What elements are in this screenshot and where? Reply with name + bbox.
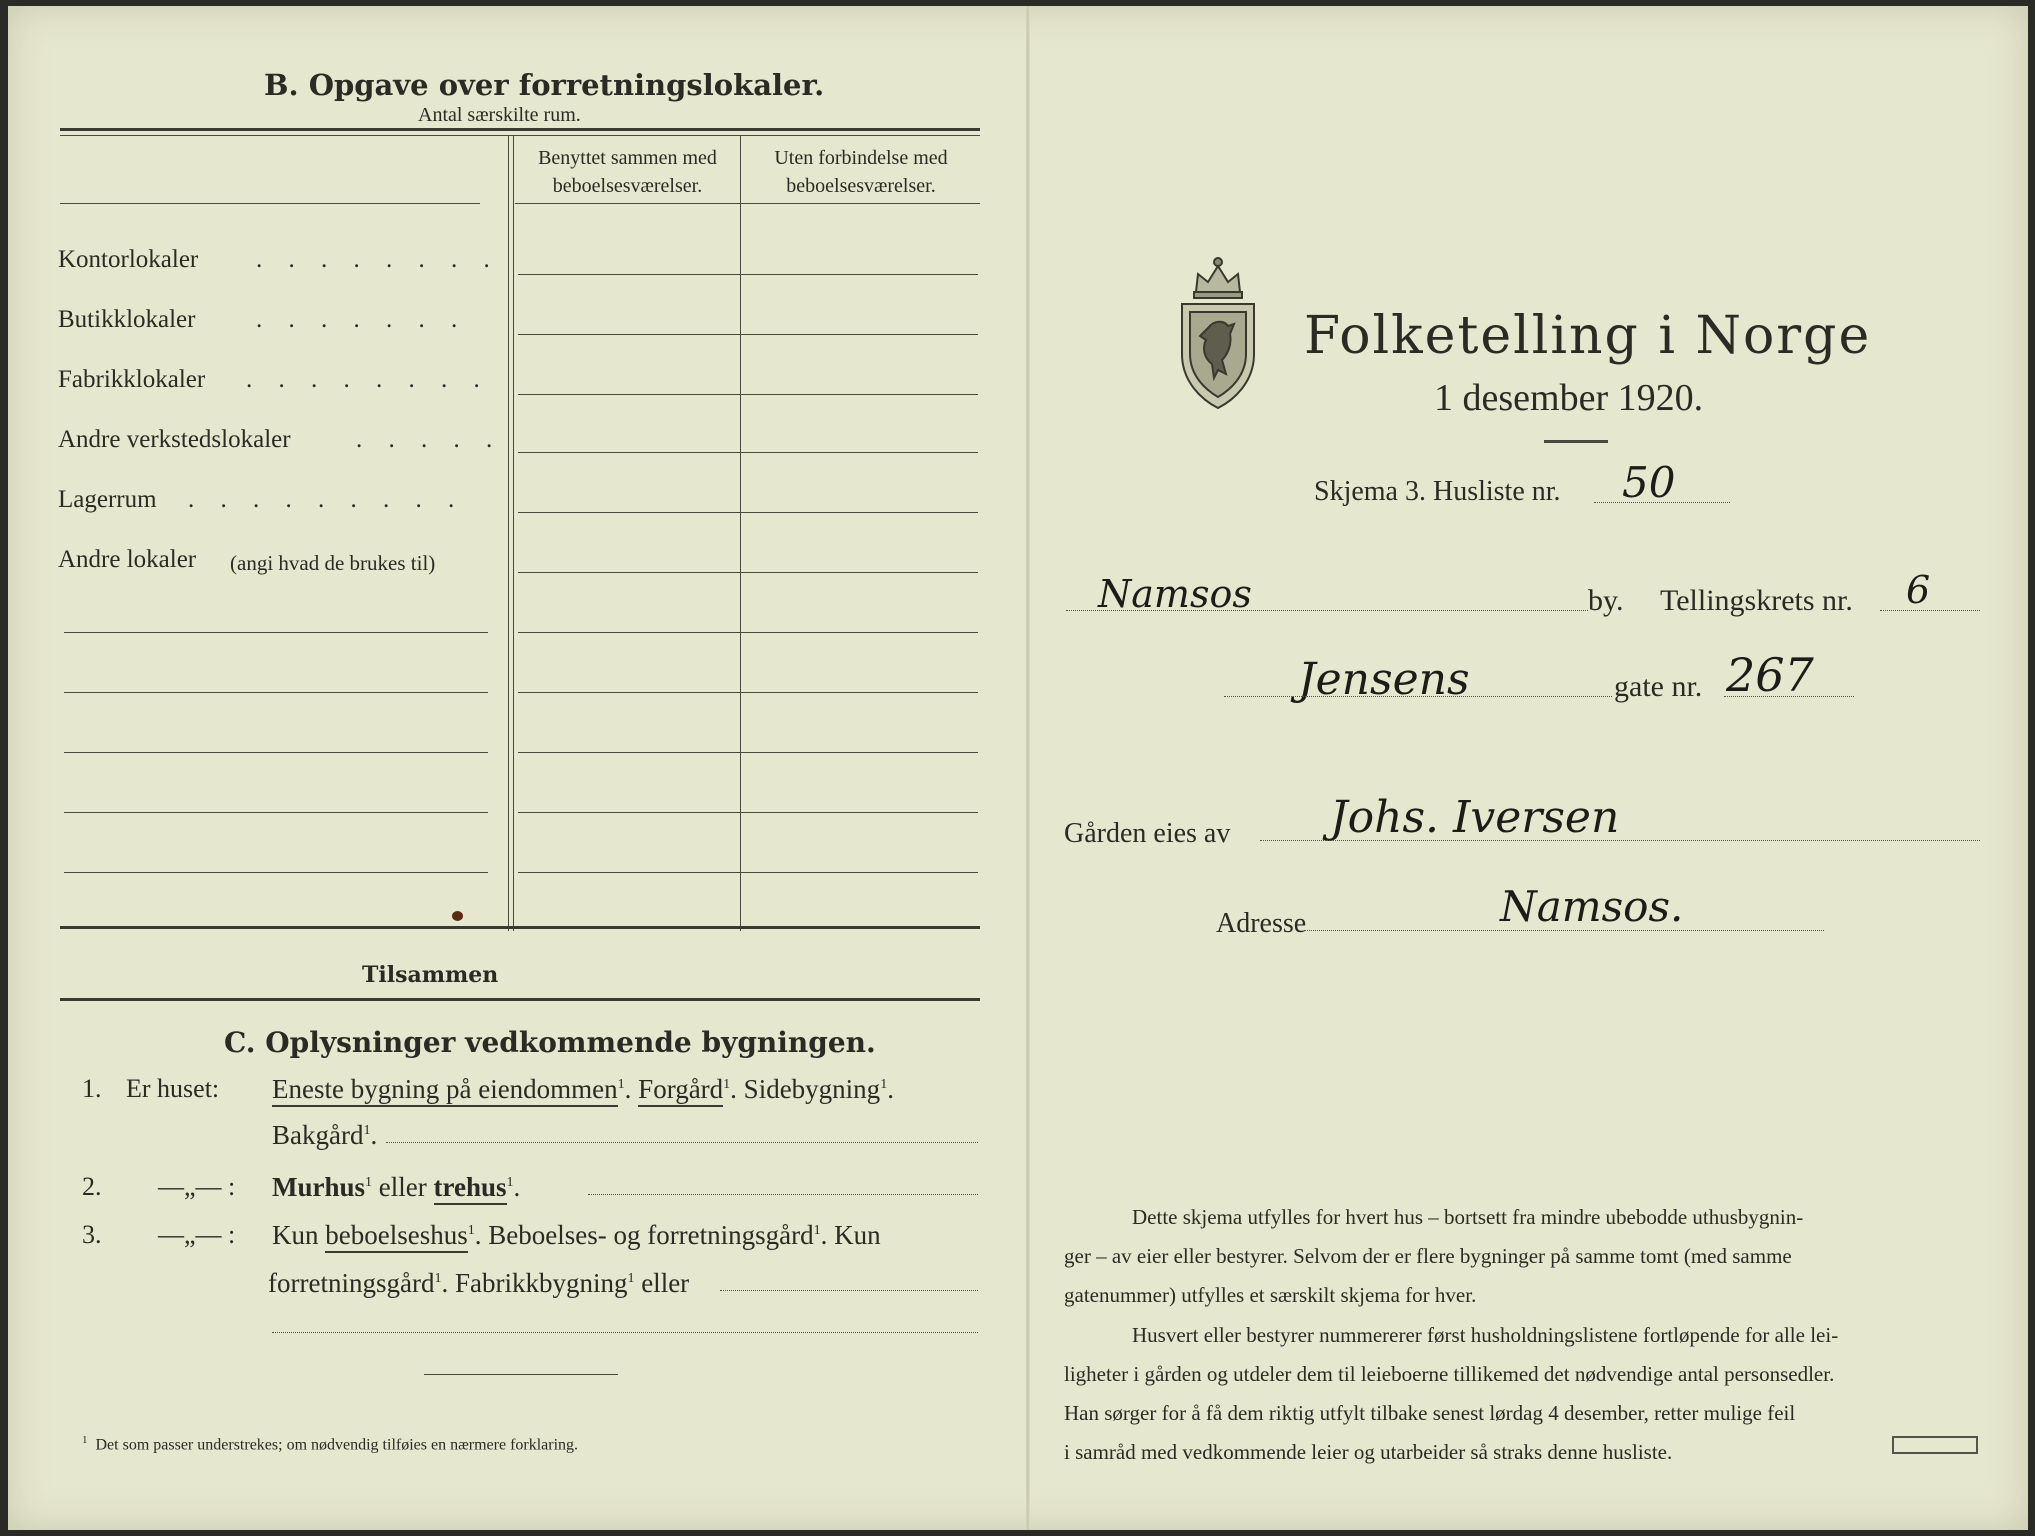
col2-header: Uten forbindelse med beboelsesværelser. [774,147,948,197]
schema-label: Skjema 3. Husliste nr. [1314,476,1561,507]
footnote-marker: 1 [434,1271,442,1286]
town-line [1066,610,1588,611]
gate-label: gate nr. [1614,670,1703,703]
section-b-title: B. Opgave over forretningslokaler. [264,68,825,102]
option-trehus: trehus [434,1172,507,1205]
row-label-fabrikklokaler: Fabrikklokaler [58,366,206,393]
gate-number: 267 [1726,648,1814,702]
husliste-line [1594,502,1730,503]
row-rule [518,752,978,753]
row-rule [518,512,978,513]
printer-stamp [1892,1436,1978,1454]
header-bottom-rule-right [515,203,980,204]
row-note-andre-lokaler: (angi hvad de brukes til) [230,551,436,575]
address-value: Namsos. [1500,882,1684,931]
option-eneste-bygning: Eneste bygning på eiendommen [272,1074,618,1107]
item2-number: 2. [82,1172,102,1201]
item1-lead: Er huset: [126,1074,220,1103]
street-name: Jensens [1298,654,1470,705]
street-line [1224,696,1612,697]
footnote-marker: 1 [627,1271,635,1286]
husliste-number: 50 [1622,458,1676,507]
document-title: Folketelling i Norge [1304,306,1872,366]
footnote-marker: 1 [506,1175,514,1190]
item3-fill-line [720,1290,978,1291]
page-fold [1026,6,1030,1530]
footnote [82,1434,578,1454]
table-top-rule-2 [60,135,980,136]
row-rule [518,334,978,335]
row-label-butikklokaler: Butikklokaler [58,306,196,333]
item2-lead: —„— : [158,1172,236,1201]
item2-or: eller [378,1172,427,1202]
item1-options: Eneste bygning på eiendommen$^1$. Forgård$^1$. Sidebygning$^1$. [272,1074,894,1105]
norwegian-coat-of-arms-icon [1168,254,1268,414]
footnote-marker: 1 [467,1223,475,1238]
footnote-marker: 1 [365,1175,373,1190]
instructions-paragraph-2: Husvert eller bestyrer nummererer først husholdningslistene fortløpende for alle lei- ligheter i gården og utdeler dem til leieboerne tillikemed det nødvendige antal personsedler. Han sørger for å få dem riktig utfylt tilbake senest lørdag 4 desember, retter mulige feil i samråd med vedkommende leier og utarbeider så straks denne husliste. [1064,1323,1839,1464]
option-kun-2: Kun [834,1220,881,1250]
krets-label: Tellingskrets nr. [1660,584,1853,617]
option-murhus: Murhus [272,1172,366,1202]
section-c-title: C. Oplysninger vedkommende bygningen. [224,1026,876,1059]
footnote-marker: 1 [813,1223,821,1238]
option-beboelseshus: beboelseshus [325,1220,467,1253]
option-sidebygning: Sidebygning [743,1074,881,1104]
option-forretningsgard: forretningsgård [268,1268,435,1298]
table-divider-1b [513,136,514,931]
item1-options-cont: Bakgård$^1$. [272,1120,378,1150]
footnote-marker: 1 [880,1077,888,1092]
blank-line [64,872,488,873]
town-name: Namsos [1098,572,1252,616]
row-dots: . . . . . . . [256,306,468,333]
address-label: Adresse [1216,908,1307,939]
row-dots: . . . . . . . . [246,366,490,393]
row-label-lagerrum: Lagerrum [58,486,157,513]
item3-options-cont: forretningsgård$^1$. Fabrikkbygning$^1$ eller [268,1268,690,1298]
option-forgard: Forgård [638,1074,723,1107]
krets-line [1880,610,1980,611]
owner-label: Gården eies av [1064,818,1231,849]
row-dots: . . . . . . . . . [188,486,465,513]
census-date: 1 desember 1920. [1434,377,1704,419]
footnote-marker: 1 [617,1077,625,1092]
blank-line [64,812,488,813]
option-beboelses-og-forretningsgard: Beboelses- og forretningsgård [488,1220,814,1250]
option-bakgard: Bakgård [272,1120,364,1150]
blank-line [64,752,488,753]
krets-number: 6 [1906,568,1931,612]
footnote-marker: 1 [723,1077,731,1092]
row-rule [518,394,978,395]
row-rule [518,692,978,693]
total-top-rule [60,926,980,929]
blank-line [64,632,488,633]
owner-line [1260,840,1980,841]
item3-fill-line-2 [272,1332,978,1333]
row-label-kontorlokaler: Kontorlokaler [58,246,199,273]
row-dots: . . . . . [356,426,503,453]
gate-line [1724,696,1854,697]
row-rule [518,572,978,573]
section-b-subtitle: Antal særskilte rum. [418,104,581,126]
blank-line [64,692,488,693]
row-label-andre-verksted: Andre verkstedslokaler [58,426,291,453]
table-divider-1 [508,136,509,931]
item3-or: eller [641,1268,690,1298]
row-rule [518,274,978,275]
row-rule [518,872,978,873]
row-dots: . . . . . . . . [256,246,500,273]
census-form-sheet [8,6,2028,1530]
option-kun: Kun [272,1220,319,1250]
col1-header: Benyttet sammen med beboelsesværelser. [538,147,717,197]
row-rule [518,452,978,453]
item1-fill-line [386,1142,978,1143]
footnote-marker: 1 [82,1434,88,1446]
option-fabrikkbygning: Fabrikkbygning [454,1268,628,1298]
instructions-paragraph-1: Dette skjema utfylles for hvert hus – bortsett fra mindre ubebodde uthusbygnin- ger – av eier eller bestyrer. Selvom der er flere bygninger på samme tomt (med samme gatenummer) utfylles et særskilt skjema for hver. [1064,1205,1804,1307]
owner-name: Johs. Iversen [1330,792,1620,843]
table-top-rule [60,128,980,131]
section-end-rule [424,1374,618,1375]
title-divider [1544,440,1608,443]
footnote-marker: 1 [363,1123,371,1138]
item2-options: Murhus$^1$ eller trehus$^1$. [272,1172,520,1203]
item2-fill-line [588,1194,978,1195]
total-label: Tilsammen [362,962,499,988]
table-bottom-rule [60,998,980,1001]
footnote-text: Det som passer understrekes; om nødvendig tilføies en nærmere forklaring. [95,1436,579,1454]
row-rule [518,632,978,633]
item3-number: 3. [82,1220,102,1249]
item1-number: 1. [82,1074,102,1103]
by-label: by. [1588,584,1624,617]
ink-blot [452,911,463,921]
row-rule [518,812,978,813]
address-line [1304,930,1824,931]
header-bottom-rule-left [60,203,480,204]
row-label-andre-lokaler: Andre lokaler [58,546,197,573]
item3-options: Kun beboelseshus$^1$. Beboelses- og forretningsgård$^1$. Kun [272,1220,881,1251]
item3-lead: —„— : [158,1220,236,1249]
